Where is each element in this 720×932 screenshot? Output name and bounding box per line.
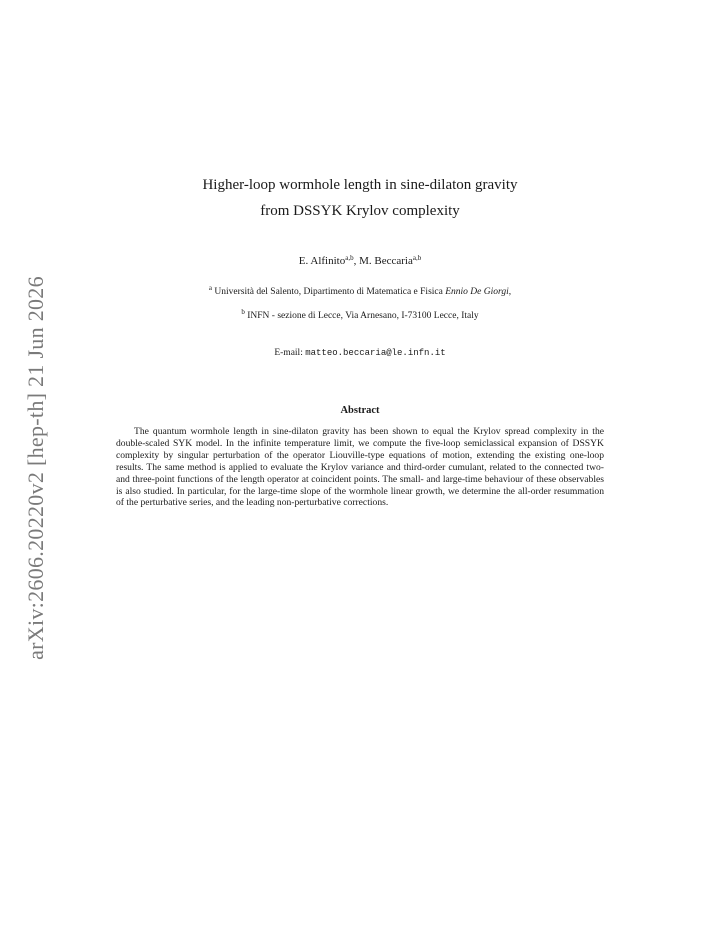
contact-email <box>0 348 720 358</box>
abstract-body: The quantum wormhole length in sine-dilaton gravity has been shown to equal the Krylov spread complexity in the double-scaled SYK model. In the infinite temperature limit, we compute the five-loop semiclassical expansion of DSSYK complexity by singular perturbation of the operator Liouville-type equations of motion, extending the existing one-loop results. The same method is applied to evaluate the Krylov variance and third-order cumulant, related to the connected two- and three-point functions of the length operator at coincident points. The small- and large-time behaviour of these observables is also studied. In particular, for the large-time slope of the wormhole linear growth, we determine the all-order resummation of the perturbative series, and the leading non-perturbative corrections. <box>116 426 604 509</box>
author-separator: , <box>353 255 360 267</box>
affiliation-b <box>0 308 720 321</box>
title-line-1: Higher-loop wormhole length in sine-dilaton gravity <box>202 177 518 193</box>
affiliation-text: INFN - sezione di Lecce, Via Arnesano, I-73100 Lecce, Italy <box>247 311 479 321</box>
affiliation-end: , <box>508 287 512 297</box>
author-affiliation-mark: a,b <box>345 254 354 262</box>
arxiv-identifier-stamp: arXiv:2606.20220v2 [hep-th] 21 Jun 2026 <box>23 276 48 660</box>
email-address-link[interactable]: matteo.beccaria@le.infn.it <box>305 348 446 358</box>
author-name: M. Beccaria <box>359 255 413 267</box>
affiliation-mark: a <box>208 284 212 292</box>
author-affiliation-mark: a,b <box>412 254 422 262</box>
title-line-2: from DSSYK Krylov complexity <box>260 203 460 219</box>
affiliation-mark: b <box>241 308 245 316</box>
paper-title <box>0 172 720 224</box>
author-list <box>0 255 720 267</box>
affiliation-italic-name: Ennio De Giorgi <box>445 287 509 297</box>
abstract-heading: Abstract <box>340 405 380 416</box>
affiliation-a <box>0 284 720 297</box>
email-label: E-mail: <box>274 348 306 358</box>
affiliation-text: Università del Salento, Dipartimento di Matematica e Fisica <box>214 287 446 297</box>
author-name: E. Alfinito <box>298 255 346 267</box>
